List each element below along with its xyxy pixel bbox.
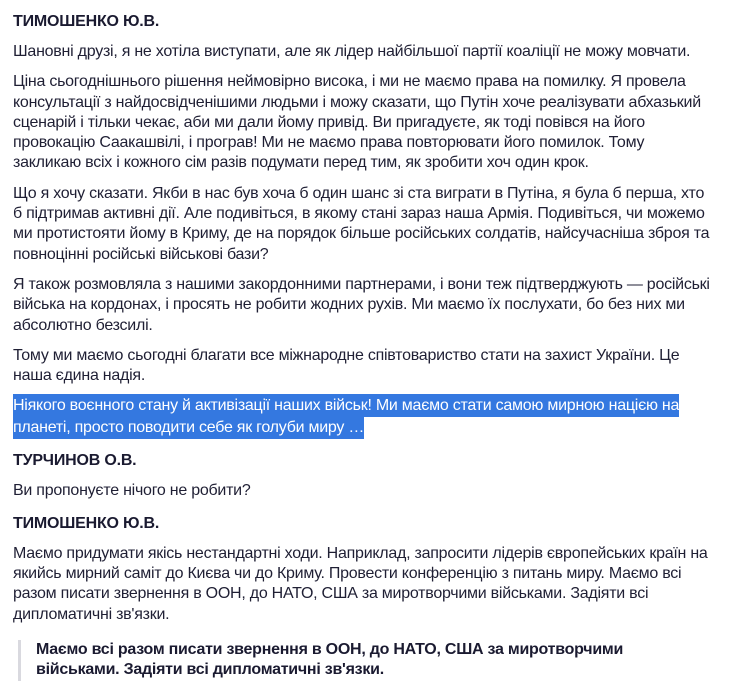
highlighted-paragraph[interactable] (13, 395, 713, 439)
speaker-name: ТУРЧИНОВ О.В. (13, 452, 137, 470)
paragraph: Я також розмовляла з нашими закордонними партнерами, і вони теж підтверджують — російські війська на кордонах, і просять не робити жодних рухів. Ми маємо їх послухати, бо без них ми абсолютно безсилі. (13, 275, 710, 334)
article-body (13, 0, 713, 681)
paragraph: Шановні друзі, я не хотіла виступати, але як лідер найбільшої партії коаліції не можу мовчати. (13, 43, 691, 60)
paragraph: Що я хочу сказати. Якби в нас був хоча б один шанс зі ста виграти в Путіна, я була б перша, хто б підтримав активні дії. Але подивіться, в якому стані зараз наша Армія. Подивіться, чи можемо ми протистояти йому в Криму, де на порядок більше російських солдатів, найсучасніша зброя та повноцінні російські військові бази? (13, 184, 710, 263)
paragraph: Тому ми маємо сьогодні благати все міжнародне співтовариство стати на захист України. Це наша єдина надія. (13, 346, 680, 385)
paragraph: Ви пропонуєте нічого не робити? (13, 482, 251, 500)
pull-quote: Маємо всі разом писати звернення в ООН, до НАТО, США за миротворчими військами. Задіяти всі дипломатичні зв'язки. (18, 640, 696, 681)
speaker-name: ТИМОШЕНКО Ю.В. (13, 13, 160, 30)
speaker-name: ТИМОШЕНКО Ю.В. (13, 514, 160, 532)
paragraph: Ціна сьогоднішнього рішення неймовірно висока, і ми не маємо права на помилку. Я провела консультації з найдосвідченішими людьми і можу сказати, що Путін хоче реалізувати абхазький сценарій і тільки чекає, аби ми дали йому привід. Ви пригадуєте, як тоді повівся на його провокацію Саакашвілі, і програв! Ми не маємо права повторювати його помилок. Тому закликаю всіх і кожного сім разів подумати перед тим, як зробити хоч один крок. (13, 73, 701, 172)
paragraph: Маємо придумати якісь нестандартні ходи. Наприклад, запросити лідерів європейських країн на якийсь мирний саміт до Києва чи до Криму. Провести конференцію з питань миру. Маємо всі разом писати звернення в ООН, до НАТО, США за миротворчими військами. Задіяти всі дипломатичні зв'язки. (13, 544, 708, 623)
text-selection[interactable]: Ніякого воєнного стану й активізації наших військ! Ми маємо стати самою мирною нацією на планеті, просто поводити себе як голуби миру … (13, 394, 679, 439)
